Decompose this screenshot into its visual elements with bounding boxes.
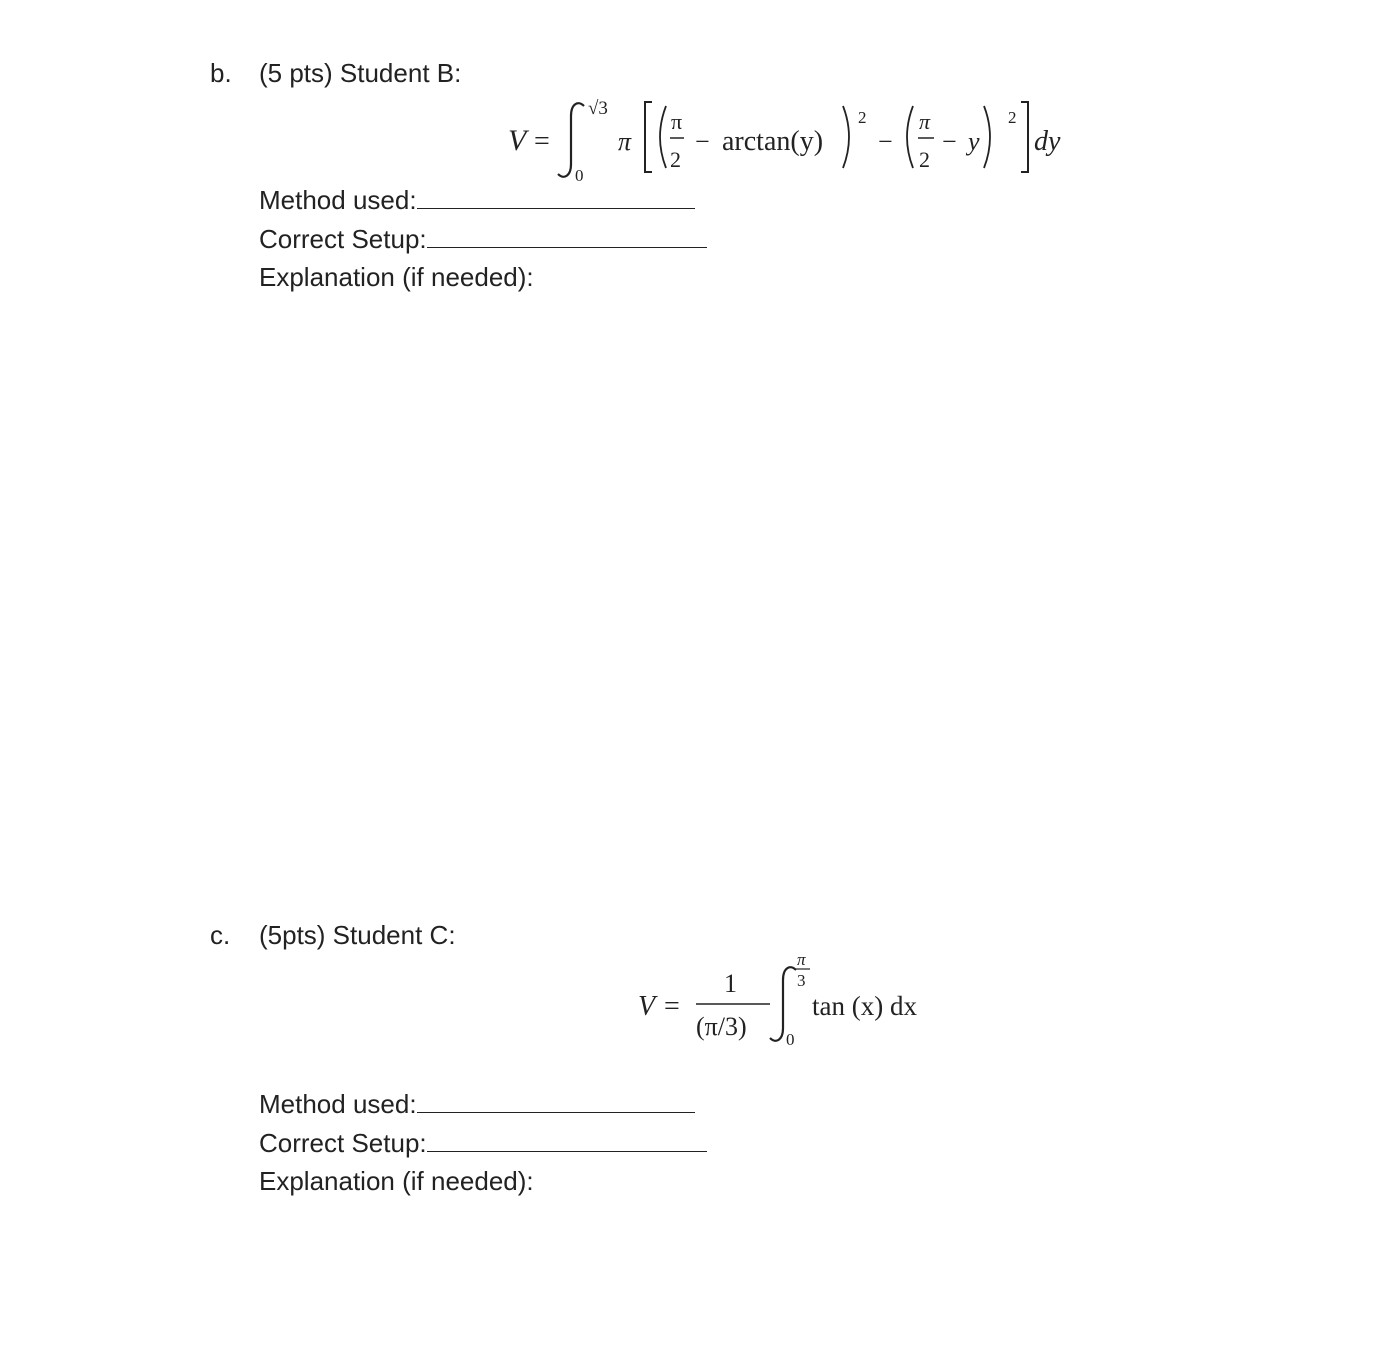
setup-label: Correct Setup: (259, 224, 427, 254)
part-c-explanation-label: Explanation (if needed): (259, 1166, 534, 1196)
student-c-formula (630, 948, 950, 1048)
part-c-title: (5pts) Student C: (259, 920, 456, 950)
minus-1: − (695, 127, 710, 156)
setup-label: Correct Setup: (259, 1128, 427, 1158)
part-b-explanation-label: Explanation (if needed): (259, 262, 534, 292)
method-blank[interactable] (417, 186, 695, 209)
frac-den: (π/3) (696, 1012, 747, 1041)
part-b-letter: b. (210, 58, 232, 88)
frac-den-2: 2 (919, 147, 930, 172)
setup-blank[interactable] (427, 1129, 707, 1152)
upper-limit-num: π (797, 950, 806, 969)
formula-equals: = (664, 991, 680, 1022)
integrand: tan (x) dx (812, 991, 917, 1021)
minus-3: − (942, 127, 957, 156)
method-blank[interactable] (417, 1090, 695, 1113)
part-b-setup-row (259, 224, 707, 254)
frac-num-1: π (671, 109, 683, 134)
part-c-letter: c. (210, 920, 231, 950)
pi-constant: π (618, 127, 632, 156)
part-b-title: (5 pts) Student B: (259, 58, 462, 88)
method-label: Method used: (259, 185, 417, 215)
right-bracket (1021, 102, 1028, 172)
frac-num: 1 (724, 969, 737, 998)
formula-lhs: V (638, 991, 656, 1022)
exponent-2: 2 (1008, 108, 1017, 127)
upper-limit-den: 3 (797, 971, 806, 990)
right-paren-1 (843, 106, 849, 168)
exponent-1: 2 (858, 108, 867, 127)
minus-2: − (878, 127, 893, 156)
left-paren-1 (660, 106, 666, 168)
frac-den-1: 2 (670, 147, 681, 172)
setup-blank[interactable] (427, 225, 707, 248)
method-label: Method used: (259, 1089, 417, 1119)
upper-limit: √3 (588, 98, 608, 119)
part-b-method-row (259, 185, 695, 215)
arctan-term: arctan(y) (722, 126, 824, 157)
frac-num-2: π (919, 109, 931, 134)
left-bracket (645, 102, 652, 172)
part-c-method-row (259, 1089, 695, 1119)
student-b-formula (500, 92, 1100, 187)
left-paren-2 (907, 106, 913, 168)
part-c-setup-row (259, 1128, 707, 1158)
formula-equals: = (534, 126, 550, 157)
lower-limit: 0 (786, 1030, 795, 1048)
right-paren-2 (984, 106, 990, 168)
y-variable: y (968, 127, 980, 156)
differential: dy (1034, 126, 1061, 157)
lower-limit: 0 (575, 166, 584, 185)
formula-lhs: V (508, 124, 527, 157)
